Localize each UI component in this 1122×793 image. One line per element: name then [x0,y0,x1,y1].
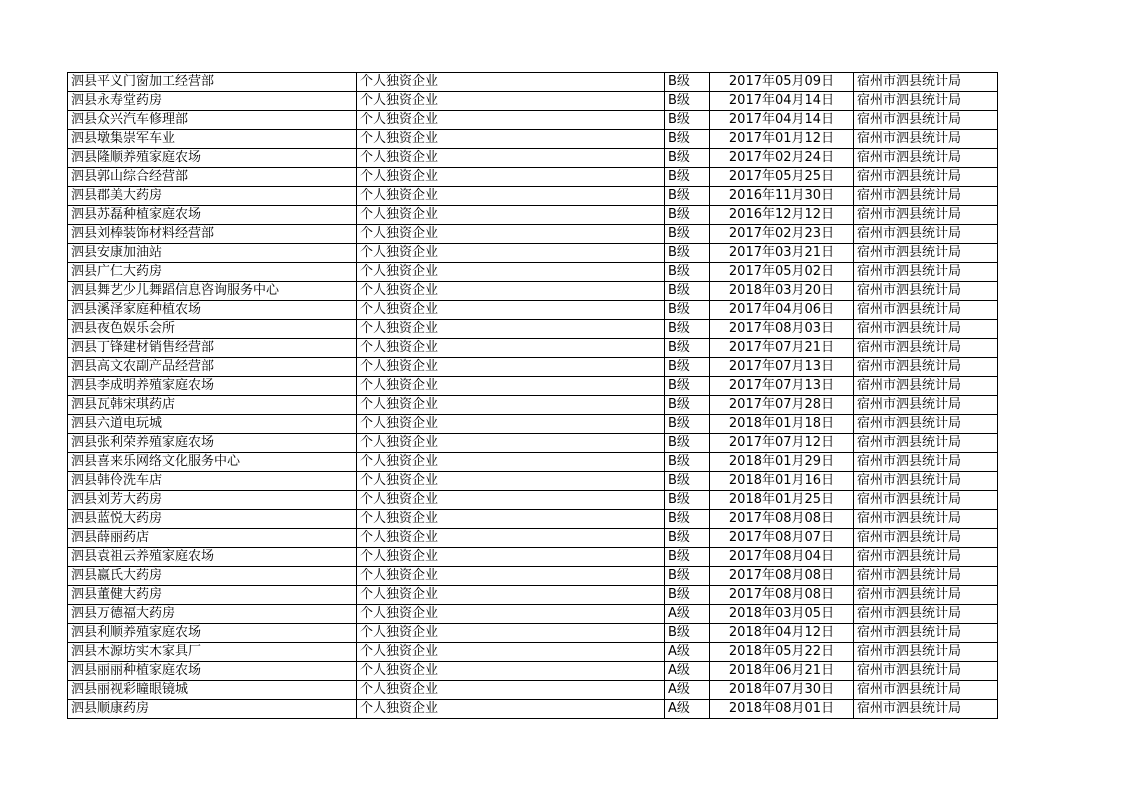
authority-cell: 宿州市泗县统计局 [854,206,998,225]
authority-cell: 宿州市泗县统计局 [854,510,998,529]
authority-cell: 宿州市泗县统计局 [854,700,998,719]
credit-grade-cell: B级 [665,301,710,320]
date-cell: 2017年08月07日 [710,529,854,548]
credit-grade-cell: B级 [665,339,710,358]
enterprise-name-cell: 泗县瓦韩宋琪药店 [68,396,357,415]
table-row [68,567,998,586]
date-cell: 2017年08月03日 [710,320,854,339]
credit-grade-cell: B级 [665,434,710,453]
authority-cell: 宿州市泗县统计局 [854,263,998,282]
authority-cell: 宿州市泗县统计局 [854,605,998,624]
date-cell: 2017年08月04日 [710,548,854,567]
enterprise-name-cell: 泗县六道电玩城 [68,415,357,434]
credit-grade-cell: A级 [665,681,710,700]
authority-cell: 宿州市泗县统计局 [854,187,998,206]
table-row [68,472,998,491]
enterprise-type-cell: 个人独资企业 [357,700,665,719]
enterprise-type-cell: 个人独资企业 [357,92,665,111]
authority-cell: 宿州市泗县统计局 [854,282,998,301]
table-row [68,643,998,662]
date-cell: 2017年07月21日 [710,339,854,358]
date-cell: 2017年07月28日 [710,396,854,415]
date-cell: 2017年07月12日 [710,434,854,453]
table-row [68,92,998,111]
credit-grade-cell: A级 [665,700,710,719]
enterprise-name-cell: 泗县李成明养殖家庭农场 [68,377,357,396]
enterprise-type-cell: 个人独资企业 [357,187,665,206]
enterprise-type-cell: 个人独资企业 [357,491,665,510]
enterprise-name-cell: 泗县平义门窗加工经营部 [68,73,357,92]
enterprise-type-cell: 个人独资企业 [357,130,665,149]
enterprise-name-cell: 泗县董健大药房 [68,586,357,605]
table-row [68,73,998,92]
credit-grade-cell: B级 [665,567,710,586]
enterprise-type-cell: 个人独资企业 [357,624,665,643]
authority-cell: 宿州市泗县统计局 [854,453,998,472]
date-cell: 2016年12月12日 [710,206,854,225]
enterprise-name-cell: 泗县郭山综合经营部 [68,168,357,187]
enterprise-type-cell: 个人独资企业 [357,453,665,472]
credit-grade-cell: B级 [665,491,710,510]
credit-grade-cell: B级 [665,624,710,643]
authority-cell: 宿州市泗县统计局 [854,643,998,662]
authority-cell: 宿州市泗县统计局 [854,491,998,510]
date-cell: 2017年05月25日 [710,168,854,187]
table-row [68,586,998,605]
enterprise-type-cell: 个人独资企业 [357,510,665,529]
authority-cell: 宿州市泗县统计局 [854,567,998,586]
date-cell: 2017年07月13日 [710,358,854,377]
enterprise-name-cell: 泗县广仁大药房 [68,263,357,282]
authority-cell: 宿州市泗县统计局 [854,377,998,396]
table-row [68,225,998,244]
enterprise-name-cell: 泗县永寿堂药房 [68,92,357,111]
enterprise-type-cell: 个人独资企业 [357,434,665,453]
enterprise-type-cell: 个人独资企业 [357,282,665,301]
credit-grade-cell: B级 [665,472,710,491]
date-cell: 2017年07月13日 [710,377,854,396]
enterprise-type-cell: 个人独资企业 [357,358,665,377]
table-row [68,358,998,377]
enterprise-name-cell: 泗县丽丽种植家庭农场 [68,662,357,681]
authority-cell: 宿州市泗县统计局 [854,529,998,548]
enterprise-type-cell: 个人独资企业 [357,206,665,225]
date-cell: 2017年05月09日 [710,73,854,92]
date-cell: 2018年01月16日 [710,472,854,491]
table-row [68,624,998,643]
enterprise-type-cell: 个人独资企业 [357,111,665,130]
date-cell: 2018年01月29日 [710,453,854,472]
date-cell: 2017年03月21日 [710,244,854,263]
enterprise-name-cell: 泗县墩集崇军车业 [68,130,357,149]
table-row [68,700,998,719]
authority-cell: 宿州市泗县统计局 [854,396,998,415]
authority-cell: 宿州市泗县统计局 [854,130,998,149]
date-cell: 2017年04月06日 [710,301,854,320]
credit-grade-cell: B级 [665,396,710,415]
enterprise-name-cell: 泗县丁锋建材销售经营部 [68,339,357,358]
authority-cell: 宿州市泗县统计局 [854,244,998,263]
enterprise-name-cell: 泗县木源坊实木家具厂 [68,643,357,662]
table-row [68,301,998,320]
enterprise-name-cell: 泗县丽视彩瞳眼镜城 [68,681,357,700]
enterprise-name-cell: 泗县顺康药房 [68,700,357,719]
date-cell: 2018年03月20日 [710,282,854,301]
table-row [68,662,998,681]
table-row [68,605,998,624]
credit-grade-cell: B级 [665,377,710,396]
credit-grade-cell: B级 [665,225,710,244]
enterprise-type-cell: 个人独资企业 [357,643,665,662]
credit-grade-cell: B级 [665,92,710,111]
enterprise-name-cell: 泗县张利荣养殖家庭农场 [68,434,357,453]
date-cell: 2018年04月12日 [710,624,854,643]
enterprise-name-cell: 泗县韩伶洗车店 [68,472,357,491]
authority-cell: 宿州市泗县统计局 [854,548,998,567]
credit-grade-cell: B级 [665,453,710,472]
enterprise-type-cell: 个人独资企业 [357,396,665,415]
authority-cell: 宿州市泗县统计局 [854,434,998,453]
credit-grade-cell: B级 [665,529,710,548]
date-cell: 2016年11月30日 [710,187,854,206]
table-row [68,339,998,358]
table-body [68,73,998,719]
date-cell: 2017年05月02日 [710,263,854,282]
authority-cell: 宿州市泗县统计局 [854,415,998,434]
credit-grade-cell: B级 [665,149,710,168]
credit-grade-cell: A级 [665,643,710,662]
date-cell: 2017年04月14日 [710,111,854,130]
table-row [68,111,998,130]
date-cell: 2018年01月18日 [710,415,854,434]
table-row [68,415,998,434]
table-row [68,282,998,301]
authority-cell: 宿州市泗县统计局 [854,92,998,111]
table-row [68,453,998,472]
table-row [68,187,998,206]
enterprise-name-cell: 泗县舞艺少儿舞蹈信息咨询服务中心 [68,282,357,301]
credit-grade-cell: B级 [665,282,710,301]
authority-cell: 宿州市泗县统计局 [854,624,998,643]
enterprise-name-cell: 泗县隆顺养殖家庭农场 [68,149,357,168]
table-row [68,434,998,453]
table-row [68,548,998,567]
enterprise-name-cell: 泗县万德福大药房 [68,605,357,624]
date-cell: 2017年02月24日 [710,149,854,168]
table-row [68,244,998,263]
enterprise-name-cell: 泗县嬴氏大药房 [68,567,357,586]
credit-grade-cell: A级 [665,605,710,624]
credit-grade-cell: A级 [665,662,710,681]
date-cell: 2017年01月12日 [710,130,854,149]
date-cell: 2018年08月01日 [710,700,854,719]
enterprise-name-cell: 泗县利顺养殖家庭农场 [68,624,357,643]
enterprise-name-cell: 泗县袁祖云养殖家庭农场 [68,548,357,567]
enterprise-name-cell: 泗县刘芳大药房 [68,491,357,510]
credit-grade-cell: B级 [665,320,710,339]
table-row [68,510,998,529]
table-row [68,681,998,700]
credit-grade-cell: B级 [665,187,710,206]
enterprise-type-cell: 个人独资企业 [357,149,665,168]
authority-cell: 宿州市泗县统计局 [854,149,998,168]
credit-grade-cell: B级 [665,168,710,187]
enterprise-name-cell: 泗县蓝悦大药房 [68,510,357,529]
credit-grade-cell: B级 [665,244,710,263]
enterprise-name-cell: 泗县高文农副产品经营部 [68,358,357,377]
enterprise-name-cell: 泗县溪泽家庭种植农场 [68,301,357,320]
date-cell: 2017年08月08日 [710,567,854,586]
date-cell: 2018年03月05日 [710,605,854,624]
credit-grade-cell: B级 [665,206,710,225]
authority-cell: 宿州市泗县统计局 [854,73,998,92]
enterprise-name-cell: 泗县薛丽药店 [68,529,357,548]
date-cell: 2017年04月14日 [710,92,854,111]
authority-cell: 宿州市泗县统计局 [854,301,998,320]
enterprise-name-cell: 泗县安康加油站 [68,244,357,263]
enterprise-type-cell: 个人独资企业 [357,472,665,491]
enterprise-type-cell: 个人独资企业 [357,244,665,263]
enterprise-type-cell: 个人独资企业 [357,415,665,434]
date-cell: 2018年01月25日 [710,491,854,510]
table-row [68,168,998,187]
authority-cell: 宿州市泗县统计局 [854,320,998,339]
authority-cell: 宿州市泗县统计局 [854,111,998,130]
date-cell: 2018年06月21日 [710,662,854,681]
credit-grade-cell: B级 [665,358,710,377]
enterprise-name-cell: 泗县众兴汽车修理部 [68,111,357,130]
credit-grade-cell: B级 [665,111,710,130]
table-row [68,206,998,225]
enterprise-type-cell: 个人独资企业 [357,339,665,358]
authority-cell: 宿州市泗县统计局 [854,681,998,700]
enterprise-credit-table [67,72,998,719]
enterprise-type-cell: 个人独资企业 [357,586,665,605]
date-cell: 2017年08月08日 [710,586,854,605]
enterprise-type-cell: 个人独资企业 [357,301,665,320]
enterprise-name-cell: 泗县苏磊种植家庭农场 [68,206,357,225]
enterprise-type-cell: 个人独资企业 [357,320,665,339]
authority-cell: 宿州市泗县统计局 [854,168,998,187]
enterprise-type-cell: 个人独资企业 [357,263,665,282]
credit-grade-cell: B级 [665,73,710,92]
table-row [68,529,998,548]
table-row [68,491,998,510]
table-row [68,263,998,282]
authority-cell: 宿州市泗县统计局 [854,358,998,377]
authority-cell: 宿州市泗县统计局 [854,472,998,491]
enterprise-type-cell: 个人独资企业 [357,548,665,567]
enterprise-type-cell: 个人独资企业 [357,662,665,681]
credit-grade-cell: B级 [665,586,710,605]
credit-grade-cell: B级 [665,130,710,149]
table-row [68,130,998,149]
enterprise-type-cell: 个人独资企业 [357,225,665,244]
table-row [68,377,998,396]
enterprise-type-cell: 个人独资企业 [357,681,665,700]
enterprise-name-cell: 泗县刘棒装饰材料经营部 [68,225,357,244]
enterprise-type-cell: 个人独资企业 [357,567,665,586]
credit-grade-cell: B级 [665,510,710,529]
credit-grade-cell: B级 [665,263,710,282]
authority-cell: 宿州市泗县统计局 [854,225,998,244]
authority-cell: 宿州市泗县统计局 [854,662,998,681]
date-cell: 2018年07月30日 [710,681,854,700]
table-row [68,320,998,339]
enterprise-type-cell: 个人独资企业 [357,168,665,187]
authority-cell: 宿州市泗县统计局 [854,586,998,605]
enterprise-name-cell: 泗县郡美大药房 [68,187,357,206]
enterprise-type-cell: 个人独资企业 [357,377,665,396]
enterprise-name-cell: 泗县夜色娱乐会所 [68,320,357,339]
date-cell: 2018年05月22日 [710,643,854,662]
enterprise-type-cell: 个人独资企业 [357,605,665,624]
date-cell: 2017年08月08日 [710,510,854,529]
table-row [68,149,998,168]
date-cell: 2017年02月23日 [710,225,854,244]
enterprise-name-cell: 泗县喜来乐网络文化服务中心 [68,453,357,472]
enterprise-type-cell: 个人独资企业 [357,73,665,92]
credit-grade-cell: B级 [665,415,710,434]
authority-cell: 宿州市泗县统计局 [854,339,998,358]
enterprise-type-cell: 个人独资企业 [357,529,665,548]
table-row [68,396,998,415]
credit-grade-cell: B级 [665,548,710,567]
